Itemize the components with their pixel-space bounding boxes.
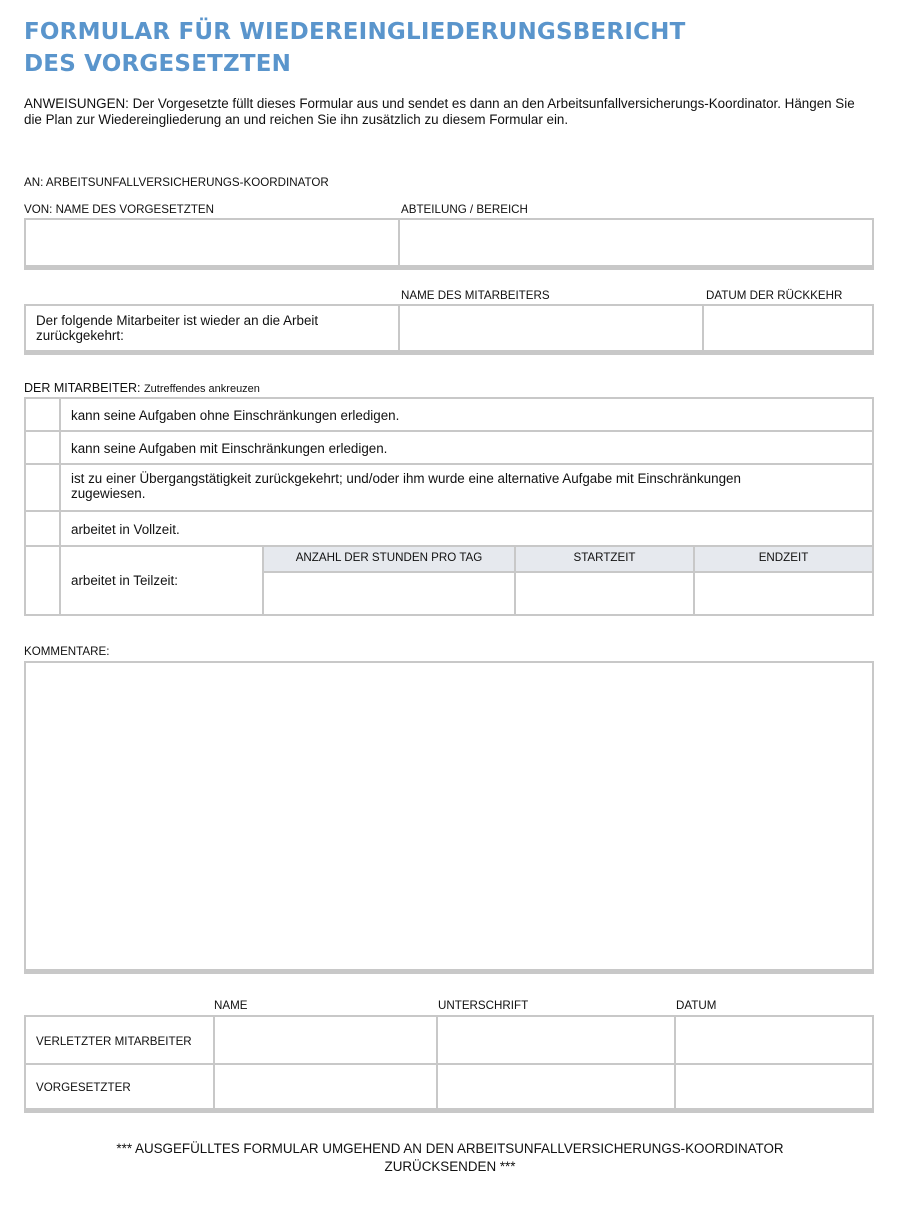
footer-line-1: *** AUSGEFÜLLTES FORMULAR UMGEHEND AN DEN ARBEITSUNFALLVERSICHERUNGS-KOORDINATOR bbox=[116, 1141, 784, 1156]
supervisor-signature-field[interactable] bbox=[436, 1063, 676, 1113]
sig-row-label-supervisor bbox=[24, 1063, 215, 1113]
an-label: AN: ARBEITSUNFALLVERSICHERUNGS-KOORDINATOR bbox=[24, 176, 329, 189]
return-statement-text: Der folgende Mitarbeiter ist wieder an die Arbeit zurückgekehrt: bbox=[36, 313, 319, 343]
comments-field[interactable] bbox=[24, 661, 874, 974]
footer-line-2: ZURÜCKSENDEN *** bbox=[384, 1159, 516, 1174]
hours-header: ANZAHL DER STUNDEN PRO TAG bbox=[262, 545, 516, 573]
employee-signature-field[interactable] bbox=[436, 1015, 676, 1065]
end-time-field[interactable] bbox=[693, 571, 874, 616]
option-1-text: kann seine Aufgaben ohne Einschränkungen erledigen. bbox=[71, 408, 400, 423]
return-statement-cell bbox=[24, 304, 400, 355]
option-3-cell bbox=[59, 463, 874, 512]
option-2-text: kann seine Aufgaben mit Einschränkungen erledigen. bbox=[71, 441, 388, 456]
checkbox-option-3[interactable] bbox=[24, 463, 61, 512]
comments-label: KOMMENTARE: bbox=[24, 645, 110, 658]
supervisor-date-field[interactable] bbox=[674, 1063, 874, 1113]
page-title-line-2: DES VORGESETZTEN bbox=[24, 51, 292, 77]
checkbox-option-4[interactable] bbox=[24, 510, 61, 547]
page-title-line-1: FORMULAR FÜR WIEDEREINGLIEDERUNGSBERICHT bbox=[24, 19, 686, 45]
sig-date-header: DATUM bbox=[676, 999, 717, 1012]
sig-name-header: NAME bbox=[214, 999, 248, 1012]
supervisor-name-sign-field[interactable] bbox=[213, 1063, 438, 1113]
abteilung-label: ABTEILUNG / BEREICH bbox=[401, 203, 528, 216]
employee-name-sign-field[interactable] bbox=[213, 1015, 438, 1065]
employee-name-label: NAME DES MITARBEITERS bbox=[401, 289, 550, 302]
checkbox-option-2[interactable] bbox=[24, 430, 61, 465]
checkbox-option-5[interactable] bbox=[24, 545, 61, 616]
option-5-cell bbox=[59, 545, 264, 616]
employee-date-field[interactable] bbox=[674, 1015, 874, 1065]
supervisor-name-field[interactable] bbox=[24, 218, 400, 270]
department-field[interactable] bbox=[398, 218, 874, 270]
option-4-cell bbox=[59, 510, 874, 547]
sig-signature-header: UNTERSCHRIFT bbox=[438, 999, 529, 1012]
option-5-text: arbeitet in Teilzeit: bbox=[71, 573, 178, 588]
start-time-header: STARTZEIT bbox=[514, 545, 695, 573]
sig-row-label-supervisor-text: VORGESETZTER bbox=[36, 1081, 131, 1094]
option-1-cell bbox=[59, 397, 874, 432]
option-4-text: arbeitet in Vollzeit. bbox=[71, 522, 180, 537]
von-label: VON: NAME DES VORGESETZTEN bbox=[24, 203, 215, 216]
return-date-label: DATUM DER RÜCKKEHR bbox=[706, 289, 843, 302]
sig-row-label-employee bbox=[24, 1015, 215, 1065]
page-title bbox=[24, 16, 844, 80]
option-2-cell bbox=[59, 430, 874, 465]
status-heading-bold: DER MITARBEITER: bbox=[24, 381, 141, 395]
return-date-field[interactable] bbox=[702, 304, 874, 355]
employee-name-field[interactable] bbox=[398, 304, 704, 355]
start-time-field[interactable] bbox=[514, 571, 695, 616]
option-3-text: ist zu einer Übergangstätigkeit zurückgekehrt; und/oder ihm wurde eine alternative Aufgabe mit Einschränkungen zugewiesen. bbox=[71, 471, 741, 501]
status-heading-note: Zutreffendes ankreuzen bbox=[143, 383, 260, 395]
hours-field[interactable] bbox=[262, 571, 516, 616]
footer-note bbox=[40, 1140, 860, 1176]
status-heading bbox=[24, 381, 260, 396]
end-time-header: ENDZEIT bbox=[693, 545, 874, 573]
instructions-text: ANWEISUNGEN: Der Vorgesetzte füllt dieses Formular aus und sendet es dann an den Arbeitsunfallversicherungs-Koordinator. Hängen Sie die Plan zur Wiedereingliederung an und reichen Sie ihn zusätzlich zu diesem Formular ein. bbox=[24, 96, 855, 127]
sig-row-label-employee-text: VERLETZTER MITARBEITER bbox=[36, 1035, 192, 1048]
checkbox-option-1[interactable] bbox=[24, 397, 61, 432]
